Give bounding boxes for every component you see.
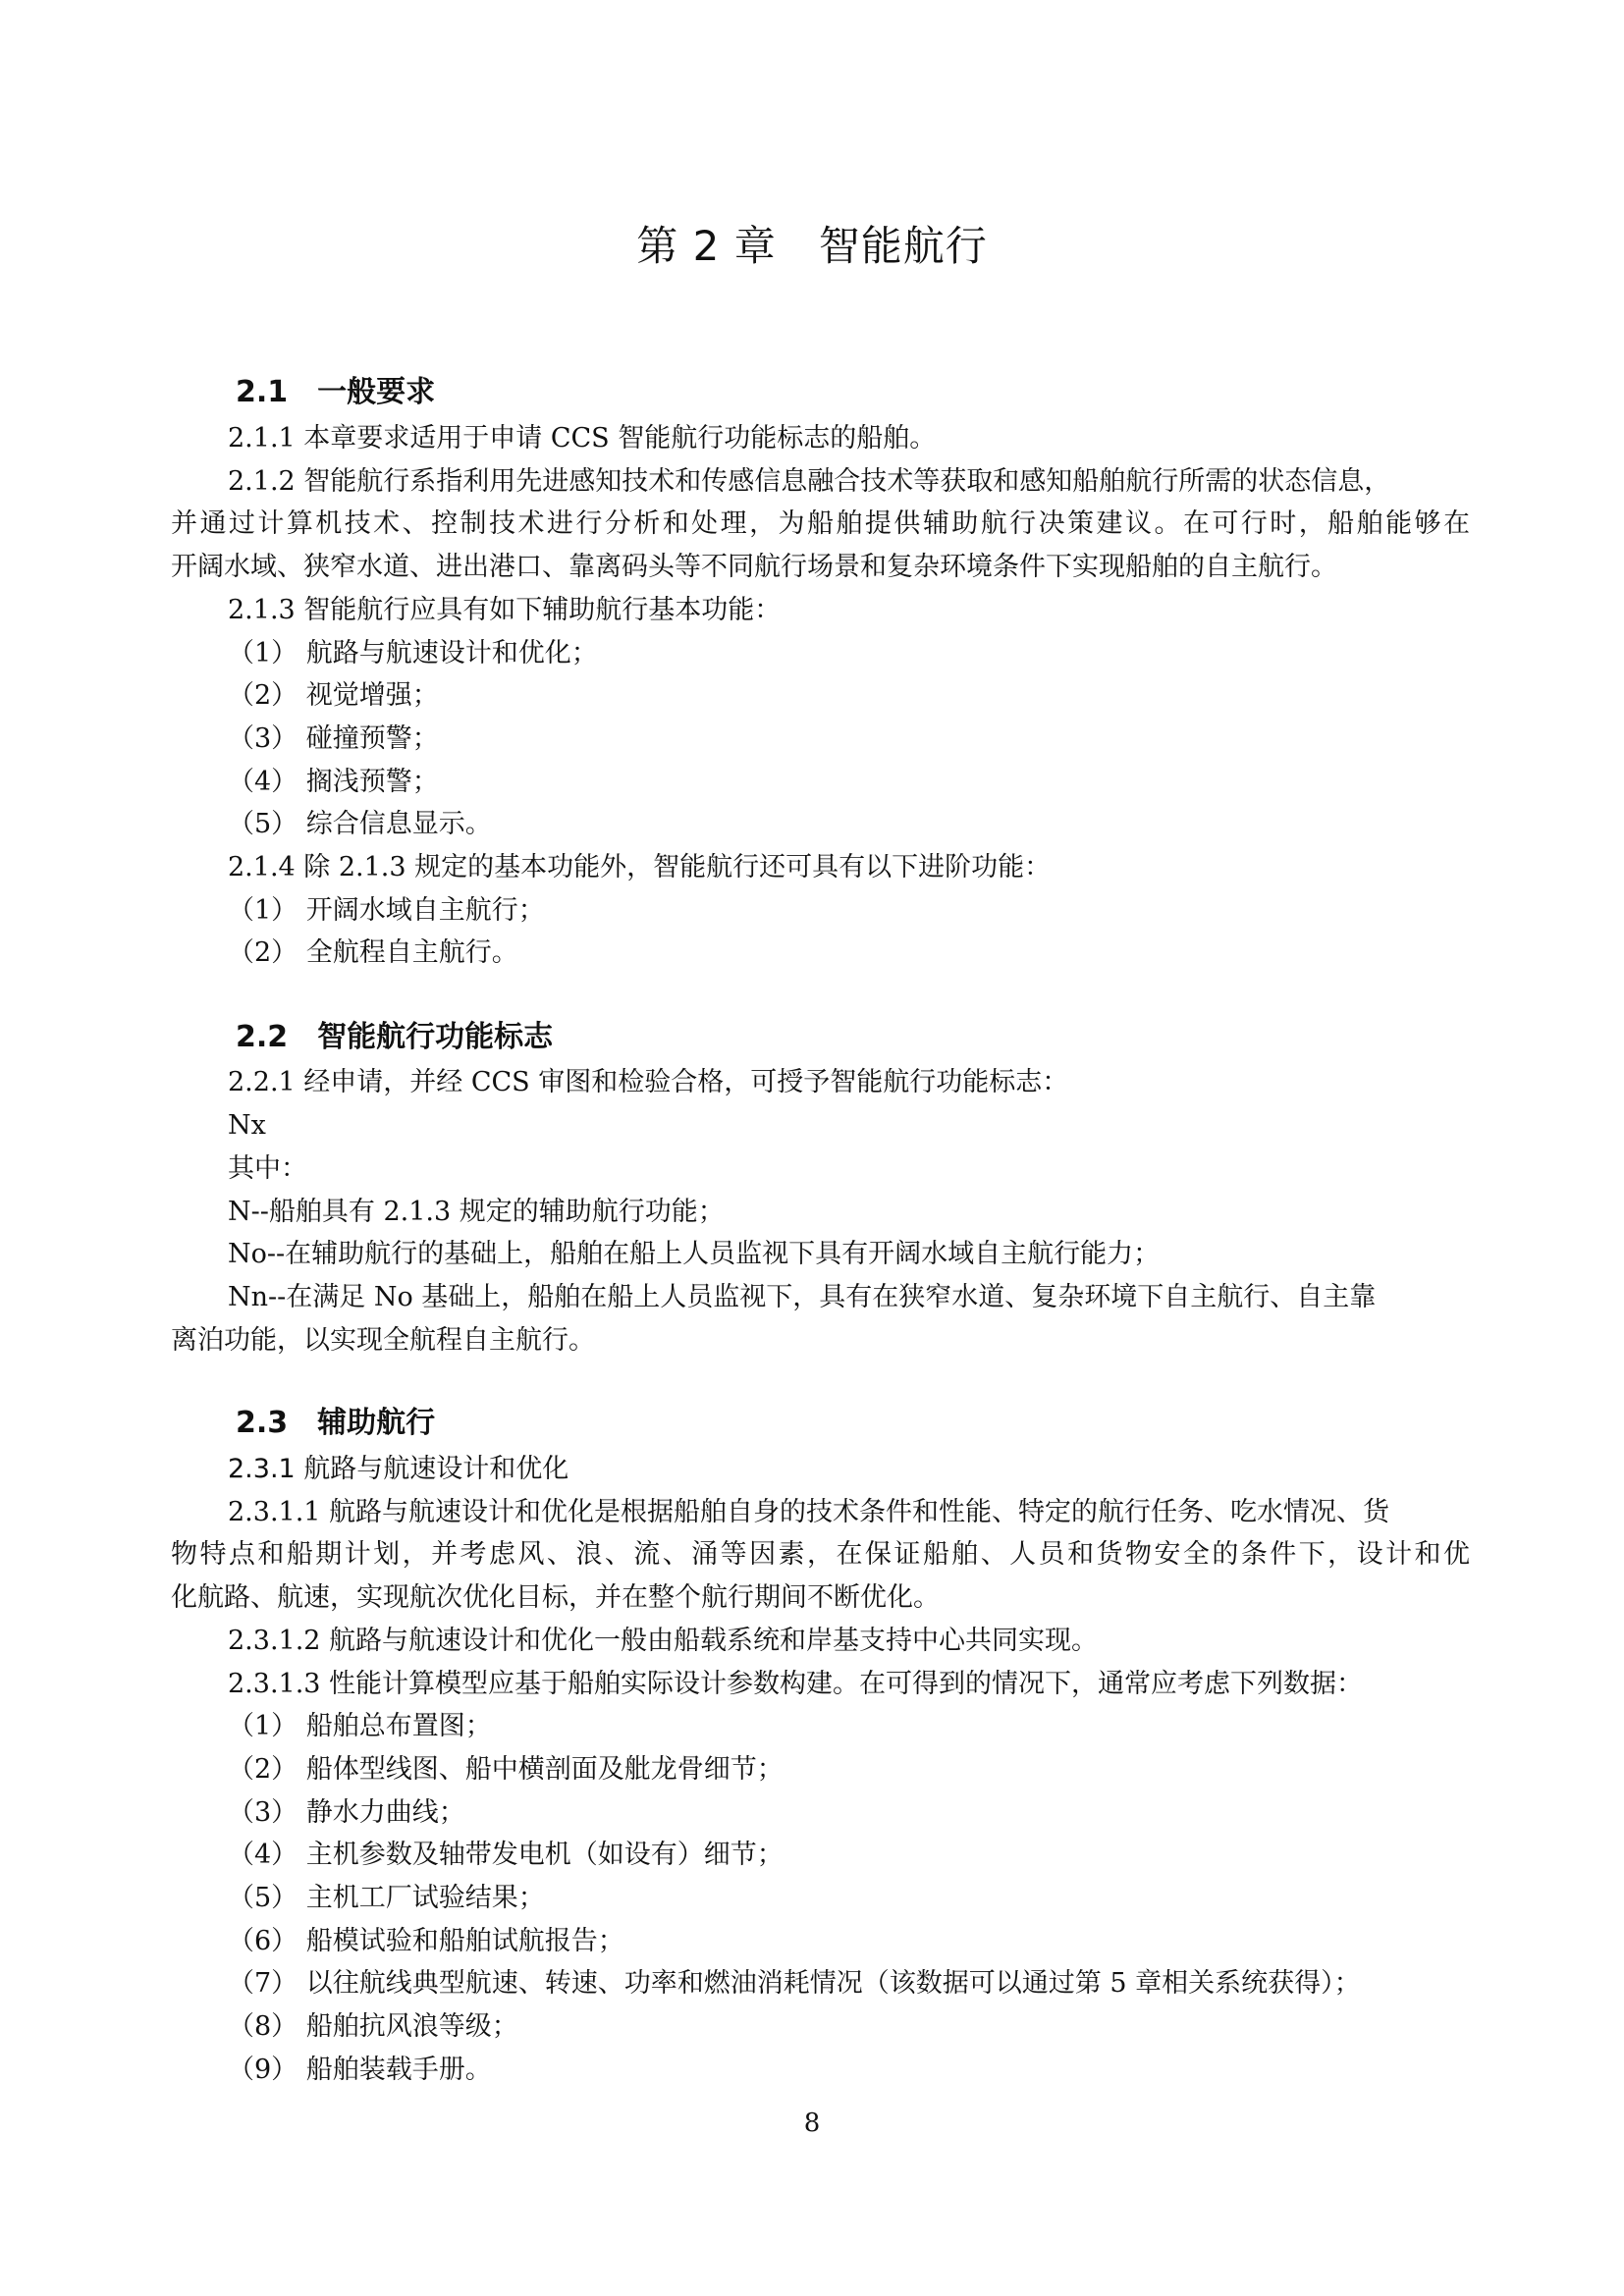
paragraph: 2.1.3 智能航行应具有如下辅助航行基本功能：: [228, 595, 782, 625]
list-item: （4） 主机参数及轴带发电机（如设有）细节；: [228, 1840, 784, 1870]
definition: Nn--在满足 No 基础上，船舶在船上人员监视下，具有在狭窄水道、复杂环境下自主航行、自主靠: [228, 1282, 1377, 1312]
paragraph: 化航路、航速，实现航次优化目标，并在整个航行期间不断优化。: [171, 1582, 940, 1613]
list-item: （7） 以往航线典型航速、转速、功率和燃油消耗情况（该数据可以通过第 5 章相关系统获得）；: [228, 1968, 1361, 1999]
paragraph: 并通过计算机技术、控制技术进行分析和处理，为船舶提供辅助航行决策建议。在可行时，船舶能够在: [171, 508, 1470, 539]
list-item: （1） 航路与航速设计和优化；: [228, 638, 598, 668]
paragraph: 2.3.1.1 航路与航速设计和优化是根据船舶自身的技术条件和性能、特定的航行任务、吃水情况、货: [228, 1497, 1390, 1527]
paragraph: 开阔水域、狭窄水道、进出港口、靠离码头等不同航行场景和复杂环境条件下实现船舶的自主航行。: [171, 552, 1337, 582]
list-item: （2） 船体型线图、船中横剖面及舭龙骨细节；: [228, 1754, 784, 1785]
definition: N--船舶具有 2.1.3 规定的辅助航行功能；: [228, 1197, 725, 1227]
paragraph: 2.1.4 除 2.1.3 规定的基本功能外，智能航行还可具有以下进阶功能：: [228, 852, 1052, 882]
list-item: （5） 主机工厂试验结果；: [228, 1883, 545, 1913]
list-item: （9） 船舶装载手册。: [228, 2055, 492, 2085]
paragraph: 2.3.1.2 航路与航速设计和优化一般由船载系统和岸基支持中心共同实现。: [228, 1626, 1099, 1656]
list-item: （3） 碰撞预警；: [228, 723, 439, 754]
list-item: （1） 开阔水域自主航行；: [228, 895, 545, 926]
chapter-title: 第 2 章 智能航行: [636, 222, 988, 270]
definition: No--在辅助航行的基础上，船舶在船上人员监视下具有开阔水域自主航行能力；: [228, 1239, 1161, 1269]
paragraph: 其中：: [228, 1153, 307, 1184]
list-item: （6） 船模试验和船舶试航报告；: [228, 1926, 624, 1956]
list-item: （2） 视觉增强；: [228, 680, 439, 711]
section-heading: 2.2 智能航行功能标志: [236, 1020, 554, 1054]
paragraph: 2.3.1.3 性能计算模型应基于船舶实际设计参数构建。在可得到的情况下，通常应考虑下列数据：: [228, 1669, 1364, 1699]
paragraph: 2.1.2 智能航行系指利用先进感知技术和传感信息融合技术等获取和感知船舶航行所需的状态信息，: [228, 466, 1391, 497]
paragraph: 2.2.1 经申请，并经 CCS 审图和检验合格，可授予智能航行功能标志：: [228, 1067, 1069, 1097]
list-item: （8） 船舶抗风浪等级；: [228, 2011, 518, 2042]
list-item: （3） 静水力曲线；: [228, 1797, 465, 1828]
page-number: 8: [803, 2109, 821, 2138]
notation: Nx: [228, 1110, 266, 1141]
section-heading: 2.3 辅助航行: [236, 1406, 436, 1440]
list-item: （5） 综合信息显示。: [228, 809, 492, 839]
section-heading: 2.1 一般要求: [236, 375, 436, 409]
list-item: （2） 全航程自主航行。: [228, 937, 518, 968]
definition: 离泊功能，以实现全航程自主航行。: [171, 1325, 595, 1356]
list-item: （4） 搁浅预警；: [228, 767, 439, 797]
paragraph: 2.1.1 本章要求适用于申请 CCS 智能航行功能标志的船舶。: [228, 423, 937, 454]
subsection-heading: 2.3.1 航路与航速设计和优化: [228, 1454, 569, 1484]
list-item: （1） 船舶总布置图；: [228, 1711, 492, 1741]
paragraph: 物特点和船期计划，并考虑风、浪、流、涌等因素，在保证船舶、人员和货物安全的条件下，设计和优: [171, 1539, 1470, 1570]
